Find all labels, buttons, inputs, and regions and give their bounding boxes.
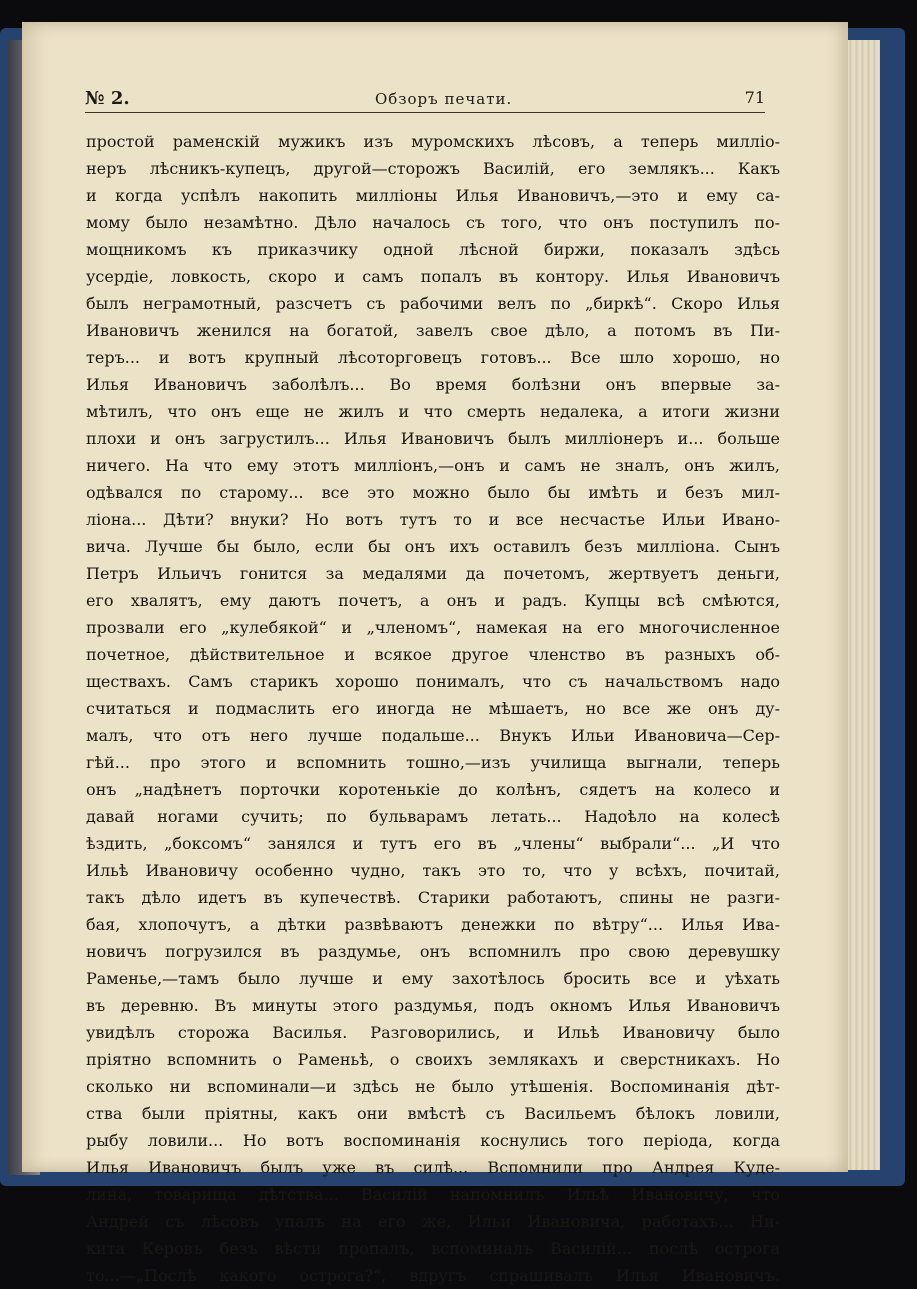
text-line: ѣздить, „боксомъ“ занялся и тутъ его въ „члены“ выбрали“... „И что	[86, 834, 780, 853]
text-line: неръ лѣсникъ-купецъ, другой—сторожъ Василій, его землякъ... Какъ	[86, 159, 780, 178]
page-number: 71	[744, 88, 765, 107]
text-line: лина, товарища дѣтства... Василій напомнилъ Ильѣ Ивановичу, что	[86, 1185, 780, 1204]
text-line: его хвалятъ, ему даютъ почетъ, а онъ и радъ. Купцы всѣ смѣются,	[86, 591, 780, 610]
text-line: одѣвался по старому... все это можно было бы имѣть и безъ мил-	[86, 483, 780, 502]
text-line: въ деревню. Въ минуты этого раздумья, подъ окномъ Илья Ивановичъ	[86, 996, 780, 1015]
text-line: мощникомъ къ приказчику одной лѣсной биржи, показалъ здѣсь	[86, 240, 780, 259]
text-line: гѣй... про этого и вспомнить тошно,—изъ училища выгнали, теперь	[86, 753, 780, 772]
text-line: ліона... Дѣти? внуки? Но вотъ тутъ то и все несчастье Ильи Ивано-	[86, 510, 780, 529]
header-rule	[85, 112, 765, 113]
text-line: то...—„Послѣ какого острога?“, вдругъ спрашивалъ Илья Ивановичъ.	[86, 1266, 780, 1285]
text-line: считаться и подмаслить его иногда не мѣшаетъ, но все же онъ ду-	[86, 699, 780, 718]
text-line: усердіе, ловкость, скоро и самъ попалъ въ контору. Илья Ивановичъ	[86, 267, 780, 286]
text-line: мѣтилъ, что онъ еще не жилъ и что смерть недалека, а итоги жизни	[86, 402, 780, 421]
text-line: Андрей съ лѣсовъ упалъ на его же, Ильи Ивановича, работахъ... Ни-	[86, 1212, 780, 1231]
running-head	[85, 86, 765, 112]
text-line: прозвали его „кулебякой“ и „членомъ“, намекая на его многочисленное	[86, 618, 780, 637]
text-line: теръ... и вотъ крупный лѣсоторговецъ готовъ... Все шло хорошо, но	[86, 348, 780, 367]
text-line: мому было незамѣтно. Дѣло началось съ того, что онъ поступилъ по-	[86, 213, 780, 232]
text-line: Илья Ивановичъ былъ уже въ силѣ... Вспомнили про Андрея Куде-	[86, 1158, 780, 1177]
text-line: Петръ Ильичъ гонится за медалями да почетомъ, жертвуетъ деньги,	[86, 564, 780, 583]
text-line: такъ дѣло идетъ въ купечествѣ. Старики работаютъ, спины не разги-	[86, 888, 780, 907]
text-line: пріятно вспомнить о Раменьѣ, о своихъ землякахъ и сверстникахъ. Но	[86, 1050, 780, 1069]
text-line: Раменье,—тамъ было лучше и ему захотѣлось бросить все и уѣхать	[86, 969, 780, 988]
text-line: былъ неграмотный, разсчетъ съ рабочими велъ по „биркѣ“. Скоро Илья	[86, 294, 780, 313]
section-title: Обзоръ печати.	[375, 90, 513, 108]
text-line: и когда успѣлъ накопить милліоны Илья Ивановичъ,—это и ему са-	[86, 186, 780, 205]
text-line: почетное, дѣйствительное и всякое другое членство въ разныхъ об-	[86, 645, 780, 664]
text-line: онъ „надѣнетъ порточки коротенькіе до колѣнъ, сядетъ на колесо и	[86, 780, 780, 799]
text-line: Илья Ивановичъ заболѣлъ... Во время болѣзни онъ впервые за-	[86, 375, 780, 394]
text-line: кита Керовъ безъ вѣсти пропалъ, вспоминалъ Василій... послѣ острога	[86, 1239, 780, 1258]
text-line: Ивановичъ женился на богатой, завелъ свое дѣло, а потомъ въ Пи-	[86, 321, 780, 340]
text-line: увидѣлъ сторожа Василья. Разговорились, и Ильѣ Ивановичу было	[86, 1023, 780, 1042]
text-line: Ильѣ Ивановичу особенно чудно, такъ это то, что у всѣхъ, почитай,	[86, 861, 780, 880]
body-text	[86, 128, 780, 1289]
text-line: ничего. На что ему этотъ милліонъ,—онъ и самъ не зналъ, онъ жилъ,	[86, 456, 780, 475]
text-line: сколько ни вспоминали—и здѣсь не было утѣшенія. Воспоминанія дѣт-	[86, 1077, 780, 1096]
text-line: ства были пріятны, какъ они вмѣстѣ съ Васильемъ бѣлокъ ловили,	[86, 1104, 780, 1123]
text-line: давай ногами сучить; по бульварамъ летать... Надоѣло на колесѣ	[86, 807, 780, 826]
text-line: вича. Лучше бы было, если бы онъ ихъ оставилъ безъ милліона. Сынъ	[86, 537, 780, 556]
text-line: рыбу ловили... Но вотъ воспоминанія коснулись того періода, когда	[86, 1131, 780, 1150]
text-line: ществахъ. Самъ старикъ хорошо понималъ, что съ начальствомъ надо	[86, 672, 780, 691]
text-line: плохи и онъ загрустилъ... Илья Ивановичъ былъ милліонеръ и... больше	[86, 429, 780, 448]
text-line: новичъ погрузился въ раздумье, онъ вспомнилъ про свою деревушку	[86, 942, 780, 961]
text-line: бая, хлопочутъ, а дѣтки развѣваютъ денежки по вѣтру“... Илья Ива-	[86, 915, 780, 934]
text-line: простой раменскій мужикъ изъ муромскихъ лѣсовъ, а теперь милліо-	[86, 132, 780, 151]
issue-number: № 2.	[85, 88, 130, 109]
text-line: малъ, что отъ него лучше подальше... Внукъ Ильи Ивановича—Сер-	[86, 726, 780, 745]
